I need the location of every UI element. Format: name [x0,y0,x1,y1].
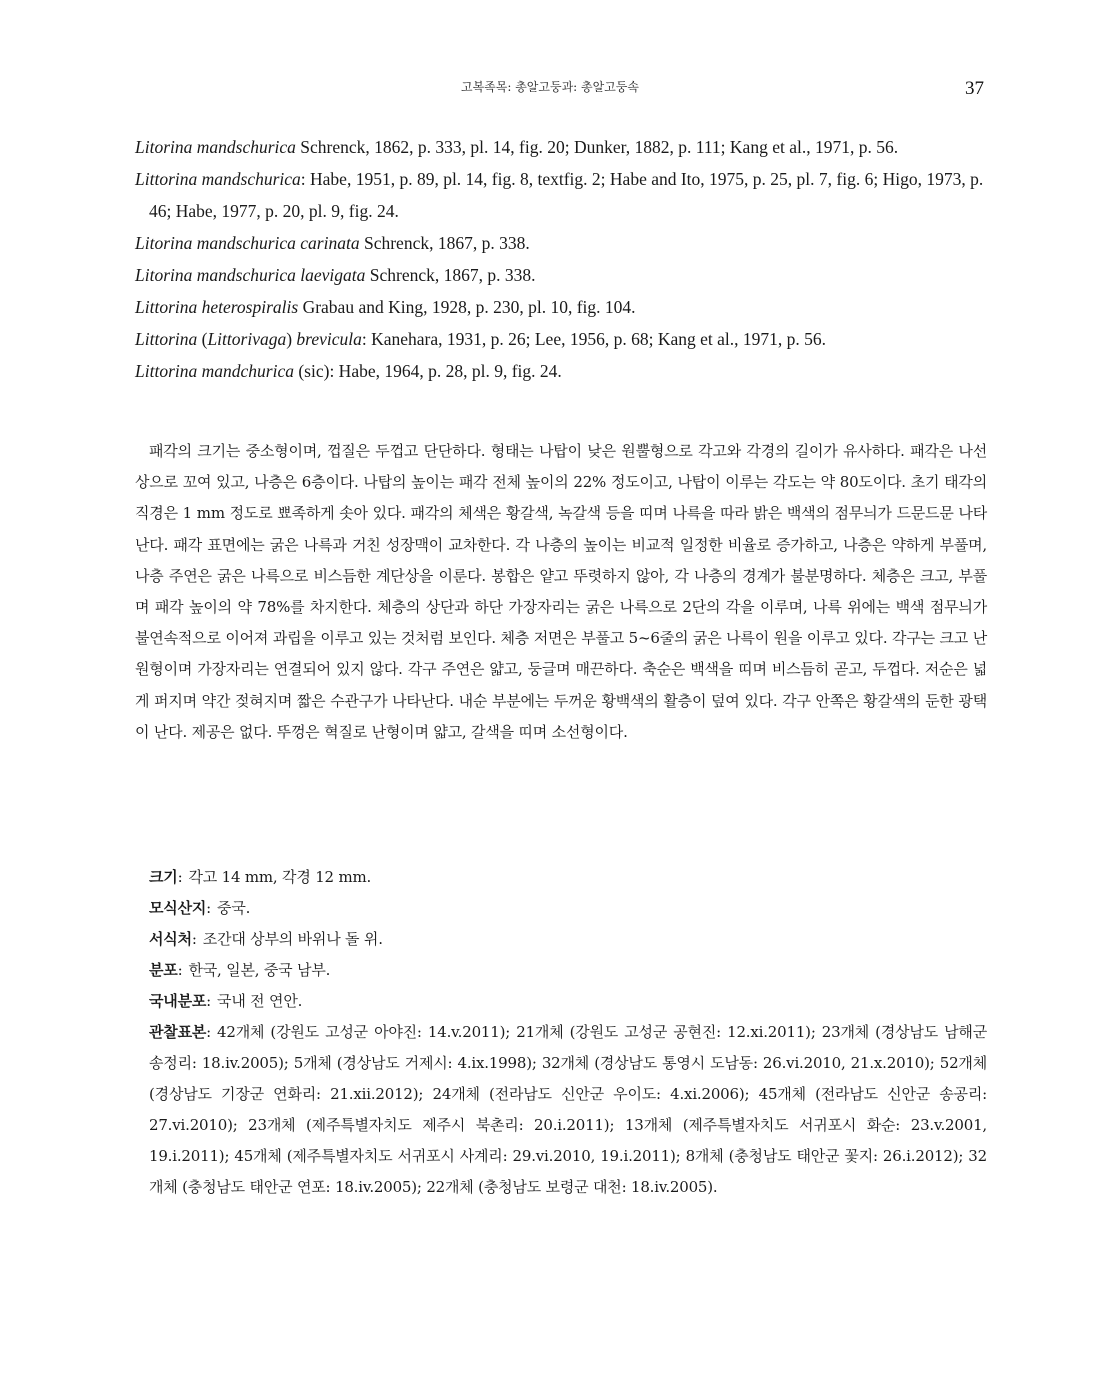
page-number: 37 [965,78,984,99]
citation: Grabau and King, 1928, p. 230, pl. 10, fig. 104. [298,297,636,317]
citation: : Habe, 1951, p. 89, pl. 14, fig. 8, textfig. 2; Habe and Ito, 1975, p. 25, pl. 7, fig. 6; Higo, 1973, p. 46; Habe, 1977, p. 20, pl. 9, fig. 24. [149,169,984,221]
synonymy-entry [135,291,987,323]
citation: Schrenck, 1867, p. 338. [365,265,536,285]
synonymy-entry [135,355,987,387]
field-value: 42개체 (강원도 고성군 아야진: 14.v.2011); 21개체 (강원도 고성군 공현진: 12.xi.2011); 23개체 (경상남도 남해군 송정리: 18.iv.2005); 5개체 (경상남도 거제시: 4.ix.1998); 32개체 (경상남도 통영시 도남동: 26.vi.2010, 21.x.2010); 52개체 (경상남도 기장군 연화리: 21.xii.2012); 24개체 (전라남도 신안군 우이도: 4.xi.2006); 45개체 (전라남도 신안군 송공리: 27.vi.2010); 23개체 (제주특별자치도 제주시 북촌리: 20.i.2011); 13개체 (제주특별자치도 서귀포시 화순: 23.v.2001, 19.i.2011); 45개체 (제주특별자치도 서귀포시 사계리: 29.vi.2010, 19.i.2011); 8개체 (충청남도 태안군 꽃지: 26.i.2012); 32개체 (충청남도 태안군 연포: 18.iv.2005); 22개체 (충청남도 보령군 대천: 18.iv.2005). [149,1023,987,1196]
taxon-name: Littorina [135,329,198,349]
field-value: 국내 전 연안. [217,992,303,1010]
field-label: 관찰표본 [149,1023,207,1041]
field-habitat: 서식처: 조간대 상부의 바위나 돌 위. [149,930,383,948]
synonymy-entry [135,227,987,259]
field-value: 각고 14 mm, 각경 12 mm. [188,868,372,886]
field-domestic-distribution: 국내분포: 국내 전 연안. [149,992,303,1010]
field-value: 조간대 상부의 바위나 돌 위. [202,930,383,948]
running-header: 고복족목: 총알고둥과: 총알고둥속 [460,80,639,94]
citation: Schrenck, 1862, p. 333, pl. 14, fig. 20; Dunker, 1882, p. 111; Kang et al., 1971, p. 56. [295,137,899,157]
synonymy-entry [135,259,987,291]
field-label: 분포 [149,961,178,979]
citation: (sic): Habe, 1964, p. 28, pl. 9, fig. 24. [293,361,562,381]
taxon-name: Littorina mandschurica [135,169,301,189]
field-value: 중국. [217,899,251,917]
species-epithet: brevicula [296,329,362,349]
synonymy-entry [135,131,987,163]
taxon-name: Litorina mandschurica carinata [135,233,360,253]
taxon-name: Littorina mandchurica [135,361,294,381]
field-distribution: 분포: 한국, 일본, 중국 남부. [149,961,331,979]
taxon-name: Litorina mandschurica laevigata [135,265,366,285]
field-examined-specimens: 관찰표본: 42개체 (강원도 고성군 아야진: 14.v.2011); 21개체 (강원도 고성군 공현진: 12.xi.2011); 23개체 (경상남도 남해군 송정리: 18.iv.2005); 5개체 (경상남도 거제시: 4.ix.1998); 32개체 (경상남도 통영시 도남동: 26.vi.2010, 21.x.2010); 52개체 (경상남도 기장군 연화리: 21.xii.2012); 24개체 (전라남도 신안군 우이도: 4.xi.2006); 45개체 (전라남도 신안군 송공리: 27.vi.2010); 23개체 (제주특별자치도 제주시 북촌리: 20.i.2011); 13개체 (제주특별자치도 서귀포시 화순: 23.v.2001, 19.i.2011); 45개체 (제주특별자치도 서귀포시 사계리: 29.vi.2010, 19.i.2011); 8개체 (충청남도 태안군 꽃지: 26.i.2012); 32개체 (충청남도 태안군 연포: 18.iv.2005); 22개체 (충청남도 보령군 대천: 18.iv.2005). [149,1023,987,1196]
synonymy-list [135,131,987,387]
field-label: 크기 [149,868,178,886]
taxon-name: Litorina mandschurica [135,137,296,157]
field-label: 모식산지 [149,899,207,917]
synonymy-entry [135,163,987,227]
field-type-locality: 모식산지: 중국. [149,899,251,917]
field-size: 크기: 각고 14 mm, 각경 12 mm. [149,868,372,886]
citation: : Kanehara, 1931, p. 26; Lee, 1956, p. 68; Kang et al., 1971, p. 56. [361,329,826,349]
field-label: 국내분포 [149,992,207,1010]
field-value: 한국, 일본, 중국 남부. [188,961,331,979]
citation: Schrenck, 1867, p. 338. [359,233,530,253]
subgenus-name: Littorivaga [207,329,287,349]
taxon-name: Littorina heterospiralis [135,297,299,317]
specimen-fields [135,862,987,1203]
synonymy-entry: Littorina (Littorivaga) brevicula: Kanehara, 1931, p. 26; Lee, 1956, p. 68; Kang et al., 1971, p. 56. [135,329,826,349]
field-label: 서식처 [149,930,192,948]
description-paragraph: 패각의 크기는 중소형이며, 껍질은 두껍고 단단하다. 형태는 나탑이 낮은 원뿔형으로 각고와 각경의 길이가 유사하다. 패각은 나선상으로 꼬여 있고, 나층은 6층이다. 나탑의 높이는 패각 전체 높이의 22% 정도이고, 나탑이 이루는 각도는 약 80도이다. 초기 태각의 직경은 1 mm 정도로 뾰족하게 솟아 있다. 패각의 체색은 황갈색, 녹갈색 등을 띠며 나륵을 따라 밝은 백색의 점무늬가 드문드문 나타난다. 패각 표면에는 굵은 나륵과 거친 성장맥이 교차한다. 각 나층의 높이는 비교적 일정한 비율로 증가하고, 나층은 약하게 부풀며, 나층 주연은 굵은 나륵으로 비스듬한 계단상을 이룬다. 봉합은 얕고 뚜렷하지 않아, 각 나층의 경계가 불분명하다. 체층은 크고, 부풀며 패각 높이의 약 78%를 차지한다. 체층의 상단과 하단 가장자리는 굵은 나륵으로 2단의 각을 이루며, 나륵 위에는 백색 점무늬가 불연속적으로 이어져 과립을 이루고 있는 것처럼 보인다. 체층 저면은 부풀고 5~6줄의 굵은 나륵이 원을 이루고 있다. 각구는 크고 난원형이며 가장자리는 연결되어 있지 않다. 각구 주연은 얇고, 둥글며 매끈하다. 축순은 백색을 띠며 비스듬히 곧고, 두껍다. 저순은 넓게 퍼지며 약간 젖혀지며 짧은 수관구가 나타난다. 내순 부분에는 두꺼운 황백색의 활층이 덮여 있다. 각구 안쪽은 황갈색의 둔한 광택이 난다. 제공은 없다. 뚜껑은 혁질로 난형이며 얇고, 갈색을 띠며 소선형이다. [135,442,987,741]
